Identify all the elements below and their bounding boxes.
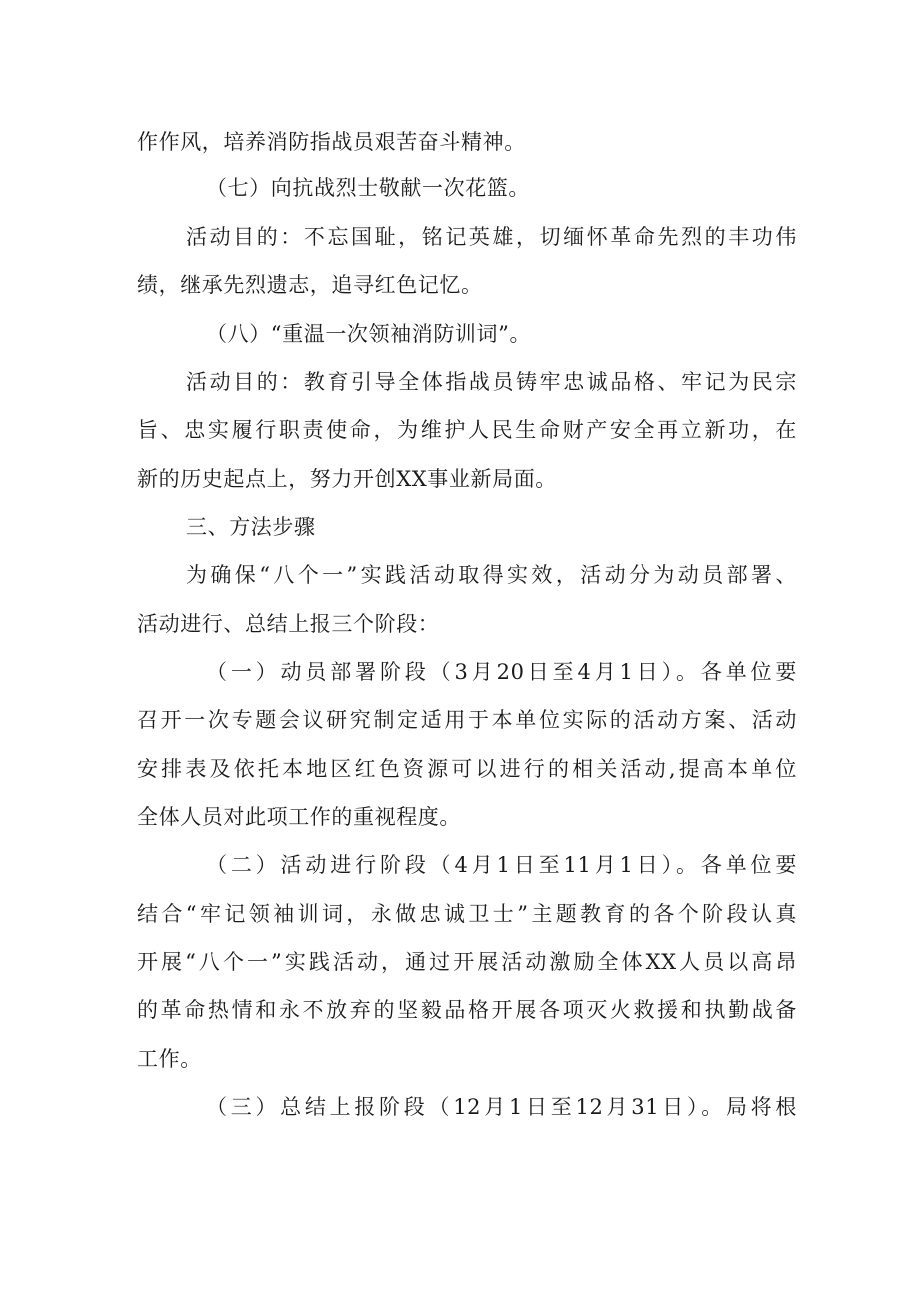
item-heading-8: （八）“重温一次领袖消防训词”。: [206, 322, 532, 346]
purpose-line-8a: 活动目的：教育引导全体指战员铸牢忠诚品格、牢记为民宗: [186, 370, 797, 394]
stage-2-line-a: （二）活动进行阶段（4月1日至11月1日）。各单位要: [206, 853, 797, 877]
stage-2-line-b: 结合“牢记领袖训词，永做忠诚卫士”主题教育的各个阶段认真: [137, 902, 797, 926]
stage-1-line-a: （一）动员部署阶段（3月20日至4月1日）。各单位要: [206, 660, 797, 684]
method-intro-a: 为确保“八个一”实践活动取得实效，活动分为动员部署、: [186, 563, 797, 587]
text-line-1: 作作风，培养消防指战员艰苦奋斗精神。: [137, 130, 526, 154]
method-intro-b: 活动进行、总结上报三个阶段：: [137, 612, 440, 636]
stage-1-line-c: 安排表及依托本地区红色资源可以进行的相关活动,提高本单位: [137, 757, 797, 781]
purpose-line-7a: 活动目的：不忘国耻，铭记英雄，切缅怀革命先烈的丰功伟: [186, 225, 797, 249]
item-heading-7: （七）向抗战烈士敬献一次花篮。: [206, 176, 530, 200]
purpose-line-8b: 旨、忠实履行职责使命，为维护人民生命财产安全再立新功，在: [137, 418, 797, 442]
stage-2-line-c: 开展“八个一”实践活动，通过开展活动激励全体XX人员以高昂: [137, 950, 797, 974]
stage-2-line-d: 的革命热情和永不放弃的坚毅品格开展各项灭火救援和执勤战备: [137, 998, 797, 1022]
section-heading-3: 三、方法步骤: [186, 515, 316, 539]
purpose-line-8c: 新的历史起点上，努力开创XX事业新局面。: [137, 467, 557, 491]
stage-3-line-a: （三）总结上报阶段（12月1日至12月31日）。局将根: [206, 1095, 797, 1119]
stage-2-line-e: 工作。: [137, 1047, 202, 1071]
purpose-line-7b: 绩，继承先烈遗志，追寻红色记忆。: [137, 273, 483, 297]
stage-1-line-d: 全体人员对此项工作的重视程度。: [137, 805, 461, 829]
stage-1-line-b: 召开一次专题会议研究制定适用于本单位实际的活动方案、活动: [137, 708, 797, 732]
